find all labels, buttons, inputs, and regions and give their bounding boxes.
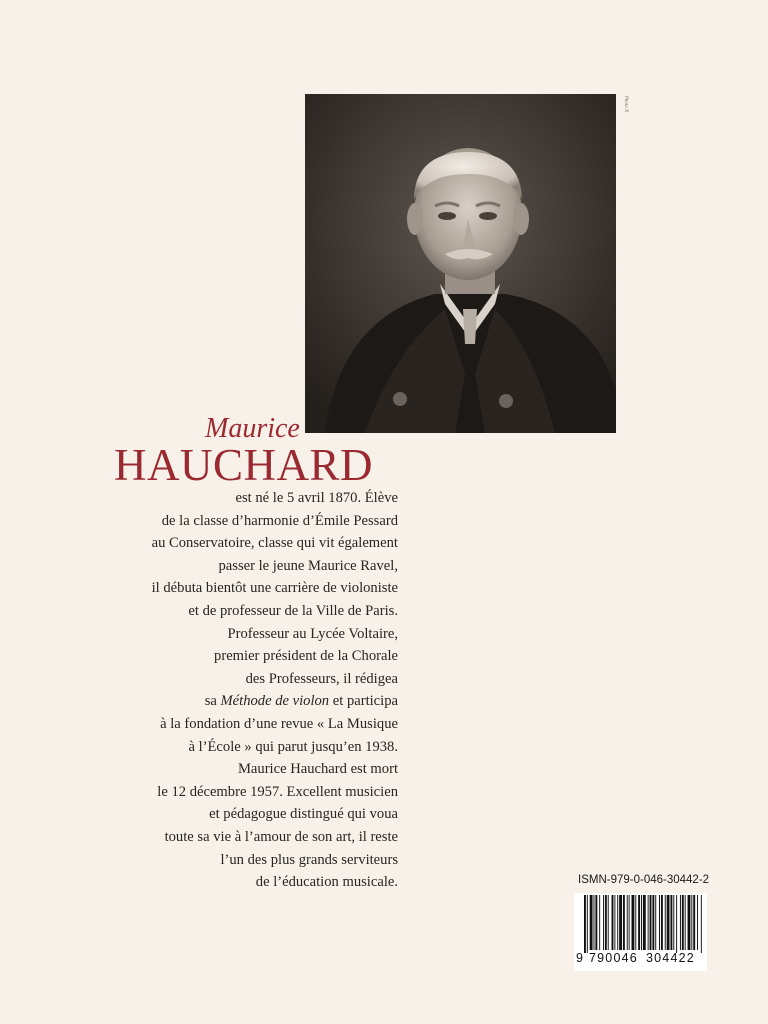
photo-credit: Photo X [623, 96, 628, 113]
barcode-bar [612, 895, 614, 950]
barcode-bars [574, 893, 707, 953]
barcode-bar [638, 895, 640, 950]
barcode-bar [643, 895, 646, 950]
barcode-bar [670, 895, 672, 950]
ismn-label: ISMN-979-0-046-30442-2 [578, 874, 710, 886]
barcode-bar [685, 895, 686, 950]
barcode-bar [691, 895, 692, 950]
barcode-bar [659, 895, 660, 950]
barcode-bar [676, 895, 677, 953]
barcode-bar [680, 895, 681, 950]
barcode-digits [574, 951, 707, 967]
barcode-bar [655, 895, 656, 950]
barcode-bar [693, 895, 695, 950]
barcode-bar [632, 895, 635, 950]
bio-line: le 12 décembre 1957. Excellent musicien [157, 783, 398, 800]
bio-line: Maurice Hauchard est mort [237, 761, 398, 778]
bio-line: à la fondation d’une revue « La Musique [160, 715, 398, 732]
barcode-bar [590, 895, 593, 950]
bio-line: et pédagogue distingué qui voua [209, 806, 398, 823]
barcode-digits-group2: 304422 [646, 951, 695, 965]
barcode-bar [682, 895, 684, 950]
barcode-bar [650, 895, 652, 950]
bio-line: passer le jeune Maurice Ravel, [218, 557, 398, 574]
barcode-bar [595, 895, 597, 950]
barcode-bar [641, 895, 642, 950]
barcode-bar [688, 895, 691, 950]
barcode-bar [635, 895, 636, 950]
barcode-bar [701, 895, 702, 953]
barcode-digits-group1: 790046 [589, 951, 638, 965]
barcode-bar [665, 895, 666, 950]
barcode-bar [667, 895, 670, 950]
barcode-bar [661, 895, 663, 950]
bio-line: à l’École » qui parut jusqu’en 1938. [188, 738, 398, 755]
barcode-bar [608, 895, 609, 950]
barcode-bar [603, 895, 604, 950]
bio-line: Professeur au Lycée Voltaire, [227, 625, 398, 642]
barcode-bar [599, 895, 600, 950]
portrait-illustration [305, 94, 616, 433]
barcode-bar [587, 895, 588, 953]
bio-line: des Professeurs, il rédigea [245, 670, 398, 687]
method-title: Méthode de violon [220, 693, 330, 710]
barcode-bar [629, 895, 630, 950]
bio-line: et de professeur de la Ville de Paris. [188, 602, 398, 619]
barcode-bar [648, 895, 649, 950]
barcode-bar [594, 895, 595, 950]
bio-line: est né le 5 avril 1870. Élève [235, 490, 398, 506]
author-last-name: HAUCHARD [114, 440, 374, 490]
bio-line: l’un des plus grands serviteurs [220, 851, 398, 868]
bio-line: de l’éducation musicale. [255, 874, 398, 891]
barcode-bar [605, 895, 607, 950]
bio-line: toute sa vie à l’amour de son art, il reste [164, 828, 398, 845]
portrait-photo [305, 94, 616, 433]
barcode-bar [697, 895, 698, 950]
bio-line: premier président de la Chorale [214, 648, 398, 665]
bio-line: sa Méthode de violon et participa [204, 693, 398, 710]
biography-text [110, 487, 398, 894]
barcode-bar [627, 895, 628, 950]
barcode-digit-lead: 9 [576, 951, 585, 965]
barcode-bar [652, 895, 654, 950]
barcode-bar [617, 895, 618, 950]
bio-line: au Conservatoire, classe qui vit également [151, 535, 398, 552]
bio-line: de la classe d’harmonie d’Émile Pessard [161, 512, 398, 529]
barcode-bar [673, 895, 674, 950]
bio-line: il débuta bientôt une carrière de violoniste [151, 580, 398, 597]
barcode-bar [623, 895, 625, 950]
author-first-name: Maurice [205, 413, 300, 444]
barcode-bar [614, 895, 615, 950]
barcode-bar [619, 895, 622, 950]
barcode-bar [584, 895, 586, 953]
